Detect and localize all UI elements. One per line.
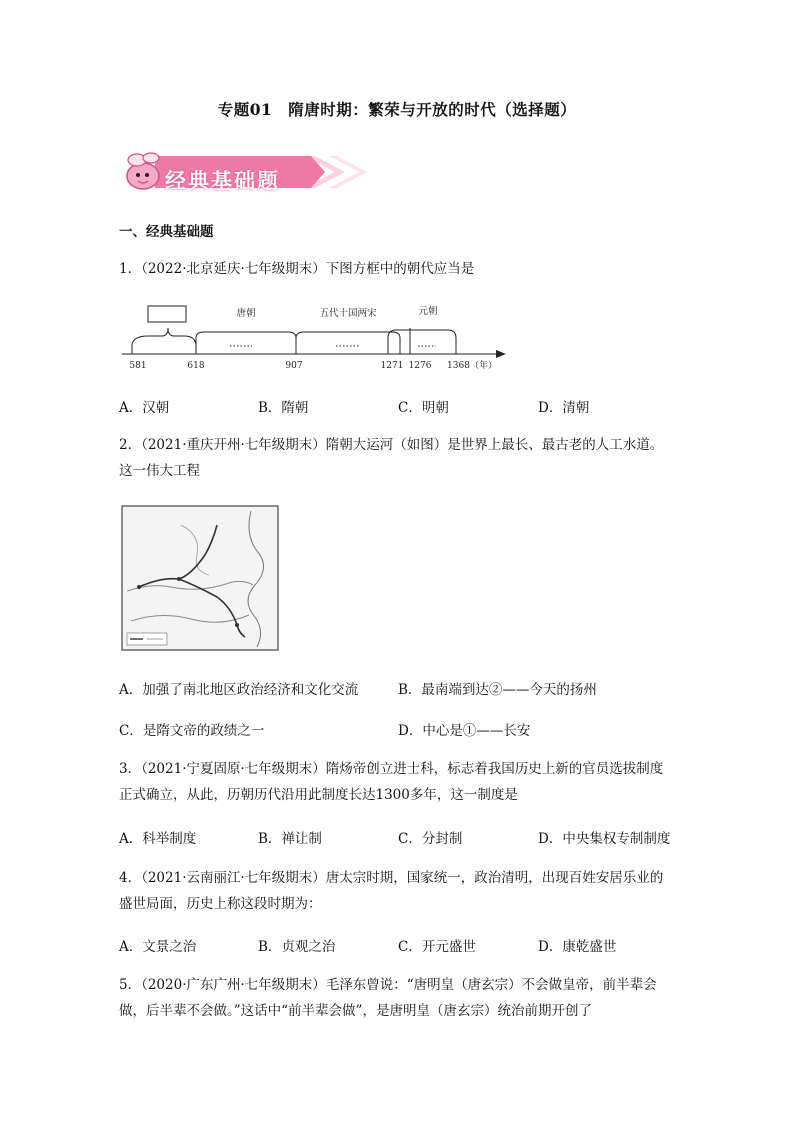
- page-title: 专题01 隋唐时期：繁荣与开放的时代（选择题）: [217, 100, 577, 119]
- question-3: [119, 756, 689, 808]
- option-b[interactable]: B．最南端到达②——今天的扬州: [398, 682, 597, 698]
- question-2: [119, 432, 689, 484]
- option-d[interactable]: D．康乾盛世: [538, 939, 617, 955]
- option-a[interactable]: A．科举制度: [119, 831, 197, 847]
- timeline-year: 1276: [408, 361, 432, 371]
- option-b[interactable]: B．隋朝: [258, 400, 309, 416]
- question-text-line: 3．（2021·宁夏固原·七年级期末）隋炀帝创立进士科，标志着我国历史上新的官员选拔制度: [119, 761, 664, 777]
- timeline-year: 1271: [380, 361, 404, 371]
- option-a[interactable]: A．文景之治: [119, 939, 197, 955]
- section-heading: 一、经典基础题: [119, 224, 214, 240]
- option-c[interactable]: C．分封制: [398, 831, 463, 847]
- option-c[interactable]: C．明朝: [398, 400, 449, 416]
- question-4: [119, 865, 689, 917]
- option-d[interactable]: D．清朝: [538, 400, 590, 416]
- question-5: [119, 972, 689, 1024]
- grand-canal-map-figure: [121, 505, 279, 651]
- timeline-year: 581: [129, 361, 147, 371]
- timeline-year: 1368（年）: [447, 361, 497, 371]
- question-text-line: 正式确立，从此，历朝历代沿用此制度长达1300多年，这一制度是: [119, 787, 518, 803]
- question-text-line: 4．（2021·云南丽江·七年级期末）唐太宗时期，国家统一，政治清明，出现百姓安居乐业的: [119, 870, 664, 886]
- option-b[interactable]: B．贞观之治: [258, 939, 336, 955]
- blank-dynasty-box: [148, 306, 186, 322]
- option-b[interactable]: B．禅让制: [258, 831, 322, 847]
- question-1: [119, 256, 689, 282]
- option-c[interactable]: C．是隋文帝的政绩之一: [119, 723, 265, 739]
- option-d[interactable]: D．中央集权专制制度: [538, 831, 671, 847]
- question-text-line: 2．（2021·重庆开州·七年级期末）隋朝大运河（如图）是世界上最长、最古老的人工水道。: [119, 437, 664, 453]
- question-text-line: 1．（2022·北京延庆·七年级期末）下图方框中的朝代应当是: [119, 261, 475, 277]
- timeline-label-yuan: 元朝: [418, 306, 438, 317]
- timeline-label-tang: 唐朝: [236, 308, 256, 319]
- option-a[interactable]: A．汉朝: [119, 400, 170, 416]
- question-text-line: 做，后半辈不会做。”这话中“前半辈会做”，是唐明皇（唐玄宗）统治前期开创了: [119, 1003, 592, 1019]
- banner-label: 经典基础题: [165, 169, 280, 193]
- bee-mascot-icon: [127, 153, 159, 189]
- option-d[interactable]: D．中心是①——长安: [398, 723, 531, 739]
- timeline-label-wudai: 五代十国两宋: [319, 308, 377, 319]
- option-a[interactable]: A．加强了南北地区政治经济和文化交流: [119, 682, 359, 698]
- timeline-year: 907: [285, 361, 303, 371]
- question-text-line: 5．（2020·广东广州·七年级期末）毛泽东曾说：“唐明皇（唐玄宗）不会做皇帝，前半辈会: [119, 977, 657, 993]
- dynasty-timeline-figure: [118, 298, 508, 378]
- question-text-line: 盛世局面，历史上称这段时期为：: [119, 896, 322, 912]
- question-text-line: 这一伟大工程: [119, 463, 200, 479]
- timeline-year: 618: [187, 361, 205, 371]
- option-c[interactable]: C．开元盛世: [398, 939, 476, 955]
